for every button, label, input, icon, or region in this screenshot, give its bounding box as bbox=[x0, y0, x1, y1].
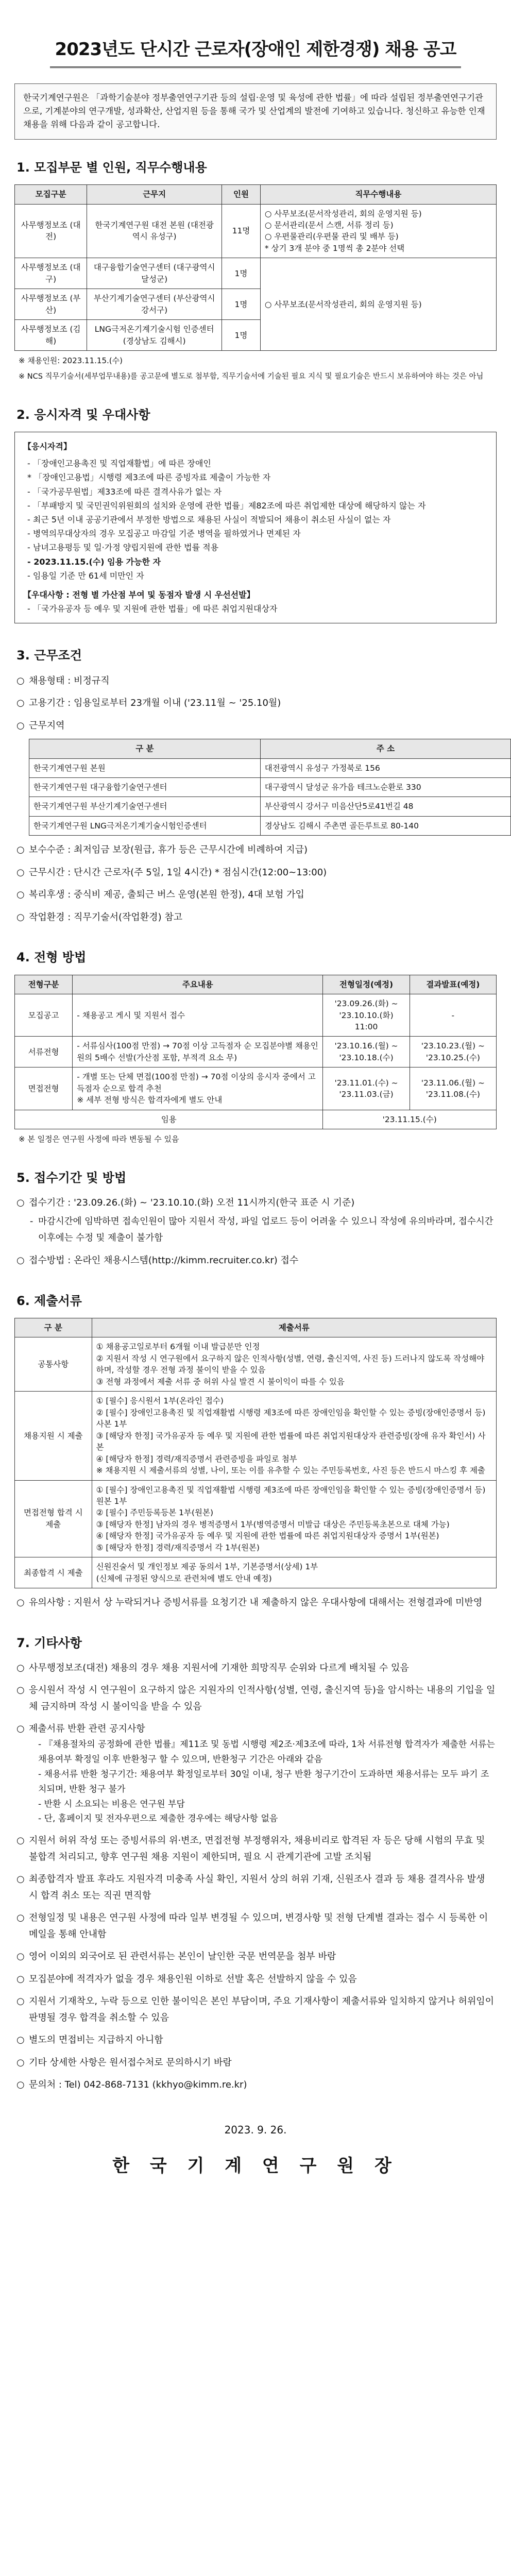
table-cell: 부산기계기술연구센터 (부산광역시 강서구) bbox=[87, 289, 222, 320]
table-cell: 채용지원 시 제출 bbox=[15, 1392, 92, 1480]
bullet-item: ○ 지원서 허위 작성 또는 증빙서류의 위·변조, 면접전형 부정행위자, 채용비리로 합격된 자 등은 당해 시험의 무효 및 불합격 처리되고, 향후 연구원 채용 지원이 제한되며, 필요 시 관계기관에 고발 조치됨 bbox=[14, 1833, 497, 1865]
table-header: 결과발표(예정) bbox=[410, 975, 496, 994]
section-documents bbox=[14, 1292, 497, 1611]
table-cell: 임용 bbox=[15, 1110, 323, 1129]
table-row bbox=[15, 1037, 497, 1067]
table-cell: '23.10.23.(월) ~ '23.10.25.(수) bbox=[410, 1037, 496, 1067]
selection-table bbox=[14, 975, 497, 1130]
section-heading: 2. 응시자격 및 우대사항 bbox=[16, 407, 150, 422]
intro-box: 한국기계연구원은 「과학기술분야 정부출연연구기관 등의 설립·운영 및 육성에 관한 법률」에 따라 설립된 정부출연연구기관으로, 기계분야의 연구개발, 성과확산, 산업지원 등을 통해 국가 및 산업계의 발전에 기여하고 있습니다. 청신하고 유능한 인재채용을 위해 다음과 같이 공고합니다. bbox=[14, 83, 497, 140]
table-cell: '23.11.01.(수) ~ '23.11.03.(금) bbox=[323, 1067, 410, 1110]
bullet-item: ○ 지원서 기재착오, 누락 등으로 인한 불이익은 본인 부담이며, 주요 기재사항이 제출서류와 일치하지 않거나 허위임이 판명될 경우 합격을 취소할 수 있음 bbox=[14, 1993, 497, 2026]
table-row bbox=[15, 1110, 497, 1129]
table-cell: 1명 bbox=[222, 289, 261, 320]
list-item: - 「부패방지 및 국민권익위원회의 설치와 운영에 관한 법률」제82조에 따른 취업제한 대상에 해당하지 않는 자 bbox=[27, 500, 426, 511]
table-row bbox=[15, 1067, 497, 1110]
bullet-item: ○ 사무행정보조(대전) 채용의 경우 채용 지원서에 기재한 희망직무 순위와 다르게 배치될 수 있음 bbox=[14, 1660, 497, 1676]
table-cell: 한국기계연구원 대구융합기술연구센터 bbox=[29, 777, 261, 796]
table-cell: 대전광역시 유성구 가정북로 156 bbox=[260, 758, 510, 777]
section-heading: 3. 근무조건 bbox=[16, 648, 82, 663]
section-recruitment bbox=[14, 158, 497, 383]
table-header: 전형구분 bbox=[15, 975, 73, 994]
table-cell: 부산광역시 강서구 미음산단5로41번길 48 bbox=[260, 797, 510, 816]
table-header: 구 분 bbox=[29, 739, 261, 758]
bullet-item: ○ 복리후생 : 중식비 제공, 출퇴근 버스 운영(본원 한정), 4대 보험 가입 bbox=[14, 887, 497, 903]
table-cell: 면접전형 bbox=[15, 1067, 73, 1110]
sub-item: - 채용서류 반환 청구기간: 채용여부 확정일로부터 30일 이내, 청구 반환 청구기간이 도과하면 채용서류는 모두 파기 조치되며, 반환 청구 불가 bbox=[38, 1769, 489, 1794]
bullet-item: ○ 제출서류 반환 관련 공지사항 bbox=[14, 1721, 497, 1737]
table-cell: ① 채용공고일로부터 6개월 이내 발급분만 인정 ② 지원서 작성 시 연구원에서 요구하지 않은 인적사항(성별, 연령, 출신지역, 사진 등) 드러나지 않도록 작성해야 하며, 작성할 경우 전형 과정 불이익 받을 수 있음 ③ 전형 과정에서 제출 서류 중 허위 사실 발견 시 불이익이 따를 수 있음 bbox=[92, 1337, 496, 1392]
announcement-date: 2023. 9. 26. bbox=[224, 2123, 287, 2136]
list-item: - 「국가유공자 등 예우 및 지원에 관한 법률」에 따른 취업지원대상자 bbox=[27, 604, 278, 614]
qualifications-box bbox=[14, 432, 497, 623]
bullet-item: ○ 별도의 면접비는 지급하지 아니함 bbox=[14, 2032, 497, 2048]
table-cell: - 채용공고 게시 및 지원서 접수 bbox=[73, 994, 323, 1037]
table-cell: - bbox=[410, 994, 496, 1037]
table-header: 인원 bbox=[222, 185, 261, 204]
table-row bbox=[29, 816, 511, 835]
table-cell: 신원진술서 및 개인정보 제공 동의서 1부, 기본증명서(상세) 1부 (신체에 규정된 양식으로 관련처에 별도 안내 예정) bbox=[92, 1557, 496, 1588]
table-cell: 공통사항 bbox=[15, 1337, 92, 1392]
section-qualifications bbox=[14, 405, 497, 623]
list-item: * 「장애인고용법」시행령 제3조에 따른 증빙자료 제출이 가능한 자 bbox=[27, 472, 271, 483]
table-row bbox=[15, 258, 497, 289]
table-cell: 대구융합기술연구센터 (대구광역시 달성군) bbox=[87, 258, 222, 289]
contact-info[interactable]: ○ 문의처 : Tel) 042-868-7131 (kkhyo@kimm.re.kr) bbox=[14, 2077, 497, 2093]
table-cell: 한국기계연구원 LNG극저온기계기술시험인증센터 bbox=[29, 816, 261, 835]
box-heading: 【우대사항 : 전형 별 가산점 부여 및 동점자 발생 시 우선선발】 bbox=[23, 589, 255, 600]
note: ※ 본 일정은 연구원 사정에 따라 변동될 수 있음 bbox=[19, 1134, 179, 1144]
application-link[interactable]: ○ 접수방법 : 온라인 채용시스템(http://kimm.recruiter.co.kr) 접수 bbox=[14, 1252, 497, 1269]
table-cell: 최종합격 시 제출 bbox=[15, 1557, 92, 1588]
table-row bbox=[15, 994, 497, 1037]
recruitment-table bbox=[14, 184, 497, 351]
table-cell: '23.11.15.(수) bbox=[323, 1110, 497, 1129]
section-heading: 1. 모집부문 별 인원, 직무수행내용 bbox=[16, 160, 207, 175]
table-cell: 1명 bbox=[222, 258, 261, 289]
table-cell: 대구광역시 달성군 유가읍 테크노순환로 330 bbox=[260, 777, 510, 796]
table-cell: ① [필수] 응시원서 1부(온라인 접수) ② [필수] 장애인고용촉진 및 직업재활법 시행령 제3조에 따른 장애인임을 확인할 수 있는 증빙(장애인증명서 등) 사본 1부 ③ [해당자 한정] 국가유공자 등 예우 및 지원에 관한 법률에 따른 취업지원대상자 관련증빙(장애 유자 확인서) 사본 ④ [해당자 한정] 경력/재직증명서 관련증빙을 파일로 첨부 ※ 채용지원 시 제출서류의 성별, 나이, 또는 이를 유추할 수 있는 주민등록번호, 사진 등은 반드시 마스킹 후 제출 bbox=[92, 1392, 496, 1480]
table-row bbox=[29, 777, 511, 796]
bullet-item: ○ 보수수준 : 최저임금 보장(원급, 휴가 등은 근무시간에 비례하여 지급) bbox=[14, 842, 497, 858]
box-heading: 【응시자격】 bbox=[23, 442, 72, 452]
title-wrap bbox=[14, 15, 497, 83]
table-cell: 한국기계연구원 대전 본원 (대전광역시 유성구) bbox=[87, 204, 222, 258]
bullet-item: ○ 응시원서 작성 시 연구원이 요구하지 않은 지원자의 인적사항(성별, 연령, 출신지역 등)을 암시하는 내용의 기입을 일체 금지하며 작성 시 불이익을 받을 수 있음 bbox=[14, 1682, 497, 1715]
table-row bbox=[15, 204, 497, 258]
list-item: - 「국가공무원법」제33조에 따른 결격사유가 없는 자 bbox=[27, 486, 222, 497]
section-heading: 4. 전형 방법 bbox=[16, 950, 87, 965]
note: ※ 채용인원: 2023.11.15.(수) bbox=[19, 356, 123, 366]
section-heading: 6. 제출서류 bbox=[16, 1293, 82, 1308]
documents-table bbox=[14, 1318, 497, 1588]
table-cell: 사무행정보조 (대전) bbox=[15, 204, 87, 258]
table-row bbox=[15, 1337, 497, 1392]
table-header: 주요내용 bbox=[73, 975, 323, 994]
section-other bbox=[14, 1634, 497, 2093]
table-cell: ○ 사무보조(문서작성관리, 회의 운영지원 등) bbox=[260, 258, 496, 351]
table-cell: 11명 bbox=[222, 204, 261, 258]
table-cell: 한국기계연구원 부산기계기술연구센터 bbox=[29, 797, 261, 816]
sub-item: - 『채용절차의 공정화에 관한 법률』제11조 및 동법 시행령 제2조·제3조에 따라, 1차 서류전형 합격자가 제출한 서류는 채용여부 확정일 이후 반환청구 할 수 있으며, 반환청구 기간은 아래와 같음 bbox=[38, 1739, 495, 1765]
sub-item: - 반환 시 소요되는 비용은 연구원 부담 bbox=[38, 1799, 185, 1809]
table-header: 직무수행내용 bbox=[260, 185, 496, 204]
table-cell: - 개별 또는 단체 면접(100점 만점) → 70점 이상의 응시자 중에서 고득점자 순으로 합격 추천 ※ 세부 전형 방식은 합격자에게 별도 안내 bbox=[73, 1067, 323, 1110]
table-cell: 경상남도 김해시 주촌면 골든루트로 80-140 bbox=[260, 816, 510, 835]
note: ※ NCS 직무기술서(세부업무내용)를 공고문에 별도로 첨부함, 직무기술서에 기술된 필요 지식 및 필요기술은 반드시 보유하여야 하는 것은 아님 bbox=[19, 372, 484, 381]
table-row bbox=[15, 1392, 497, 1480]
section-heading: 7. 기타사항 bbox=[16, 1635, 82, 1650]
table-cell: '23.11.06.(월) ~ '23.11.08.(수) bbox=[410, 1067, 496, 1110]
table-row bbox=[15, 1557, 497, 1588]
bullet-item: ○ 근무지역 bbox=[14, 718, 497, 734]
list-item: - 최근 5년 이내 공공기관에서 부정한 방법으로 채용된 사실이 적발되어 채용이 취소된 사실이 없는 자 bbox=[27, 515, 391, 525]
table-cell: 사무행정보조 (김해) bbox=[15, 320, 87, 351]
bullet-item: ○ 최종합격자 발표 후라도 지원자격 미충족 사실 확인, 지원서 상의 허위 기재, 신원조사 결과 등 채용 결격사유 발생 시 합격 취소 또는 직권 면직함 bbox=[14, 1871, 497, 1904]
table-cell: '23.09.26.(화) ~ '23.10.10.(화) 11:00 bbox=[323, 994, 410, 1037]
bullet-item: ○ 근무시간 : 단시간 근로자(주 5일, 1일 4시간) * 점심시간(12:00~13:00) bbox=[14, 865, 497, 881]
table-cell: 사무행정보조 (대구) bbox=[15, 258, 87, 289]
table-header: 주 소 bbox=[260, 739, 510, 758]
bullet-item: ○ 영어 이외의 외국어로 된 관련서류는 본인이 날인한 국문 번역문을 첨부 바람 bbox=[14, 1948, 497, 1965]
table-cell: 1명 bbox=[222, 320, 261, 351]
page-title: 2023년도 단시간 근로자(장애인 제한경쟁) 채용 공고 bbox=[50, 36, 462, 68]
bullet-item: ○ 고용기간 : 임용일로부터 23개월 이내 ('23.11월 ~ '25.10월) bbox=[14, 695, 497, 711]
table-cell: - 서류심사(100점 만점) → 70점 이상 고득점자 순 모집분야별 채용인원의 5배수 선발(가산점 포함, 부적격 요소 무) bbox=[73, 1037, 323, 1067]
sub-item: - 단, 홈페이지 및 전자우편으로 제출한 경우에는 해당사항 없음 bbox=[38, 1814, 278, 1824]
table-cell: 사무행정보조 (부산) bbox=[15, 289, 87, 320]
table-row bbox=[15, 1480, 497, 1557]
table-row bbox=[29, 797, 511, 816]
table-cell: ① [필수] 장애인고용촉진 및 직업재활법 시행령 제3조에 따른 장애인임을 확인할 수 있는 증빙(장애인증명서 등) 원본 1부 ② [필수] 주민등록등본 1부(원본) ③ [해당자 한정] 남자의 경우 병적증명서 1부(병역증명서 미발급 대상은 주민등록초본으로 대체 가능) ④ [해당자 한정] 국가유공자 등 예우 및 지원에 관한 법률에 따른 취업지원대상자 증명서 1부(원본) ⑤ [해당자 한정] 경력/재직증명서 각 1부(원본) bbox=[92, 1480, 496, 1557]
bullet-item: ○ 작업환경 : 직무기술서(작업환경) 참고 bbox=[14, 909, 497, 926]
issuer-name: 한 국 기 계 연 구 원 장 bbox=[112, 2155, 399, 2176]
bullet-item: ○ 유의사항 : 지원서 상 누락되거나 증빙서류를 요청기간 내 제출하지 않은 우대사항에 대해서는 전형결과에 미반영 bbox=[14, 1595, 497, 1611]
list-item: - 남녀고용평등 및 일·가정 양립지원에 관한 법률 적용 bbox=[27, 543, 219, 553]
list-item: - 병역의무대상자의 경우 모집공고 마감일 기준 병역을 필하였거나 면제된 자 bbox=[27, 529, 301, 539]
bullet-item: ○ 채용형태 : 비정규직 bbox=[14, 673, 497, 689]
list-item: - 「장애인고용촉진 및 직업재활법」에 따른 장애인 bbox=[27, 459, 211, 469]
table-header: 제출서류 bbox=[92, 1318, 496, 1337]
table-header: 모집구분 bbox=[15, 185, 87, 204]
bullet-item: ○ 접수기간 : '23.09.26.(화) ~ '23.10.10.(화) 오전 11시까지(한국 표준 시 기준) bbox=[14, 1195, 497, 1211]
table-header: 구 분 bbox=[15, 1318, 92, 1337]
table-cell: '23.10.16.(월) ~ '23.10.18.(수) bbox=[323, 1037, 410, 1067]
table-header: 근무지 bbox=[87, 185, 222, 204]
bullet-item: ○ 기타 상세한 사항은 원서접수처로 문의하시기 바람 bbox=[14, 2055, 497, 2071]
table-cell: 서류전형 bbox=[15, 1037, 73, 1067]
table-cell: 한국기계연구원 본원 bbox=[29, 758, 261, 777]
table-cell: 면접전형 합격 시 제출 bbox=[15, 1480, 92, 1557]
list-item: - 임용일 기준 만 61세 미만인 자 bbox=[27, 570, 144, 581]
bullet-item: ○ 전형일정 및 내용은 연구원 사정에 따라 일부 변경될 수 있으며, 변경사항 및 전형 단계별 결과는 접수 시 등록한 이메일을 통해 안내함 bbox=[14, 1910, 497, 1942]
list-item: - 2023.11.15.(수) 임용 가능한 자 bbox=[27, 556, 161, 567]
table-header: 전형일정(예정) bbox=[323, 975, 410, 994]
section-application bbox=[14, 1168, 497, 1269]
bullet-item: ○ 모집분야에 적격자가 없을 경우 채용인원 이하로 선발 혹은 선발하지 않을 수 있음 bbox=[14, 1971, 497, 1988]
section-conditions bbox=[14, 646, 497, 925]
section-selection bbox=[14, 948, 497, 1145]
section-heading: 5. 접수기간 및 방법 bbox=[16, 1170, 127, 1185]
table-cell: ○ 사무보조(문서작성관리, 회의 운영지원 등) ○ 문서관리(문서 스캔, 서류 정리 등) ○ 우편물관리(우편물 관리 및 배부 등) * 상기 3개 분야 중 1명씩 총 2분야 선택 bbox=[260, 204, 496, 258]
dash-item: - 마감시간에 임박하면 접속인원이 많아 지원서 작성, 파일 업로드 등이 어려울 수 있으니 작성에 유의바라며, 접수시간 이후에는 수정 및 제출이 불가함 bbox=[14, 1214, 497, 1246]
table-row bbox=[29, 758, 511, 777]
table-cell: 모집공고 bbox=[15, 994, 73, 1037]
region-table bbox=[29, 739, 511, 836]
table-cell: LNG극저온기계기술시험 인증센터 (경상남도 김해시) bbox=[87, 320, 222, 351]
